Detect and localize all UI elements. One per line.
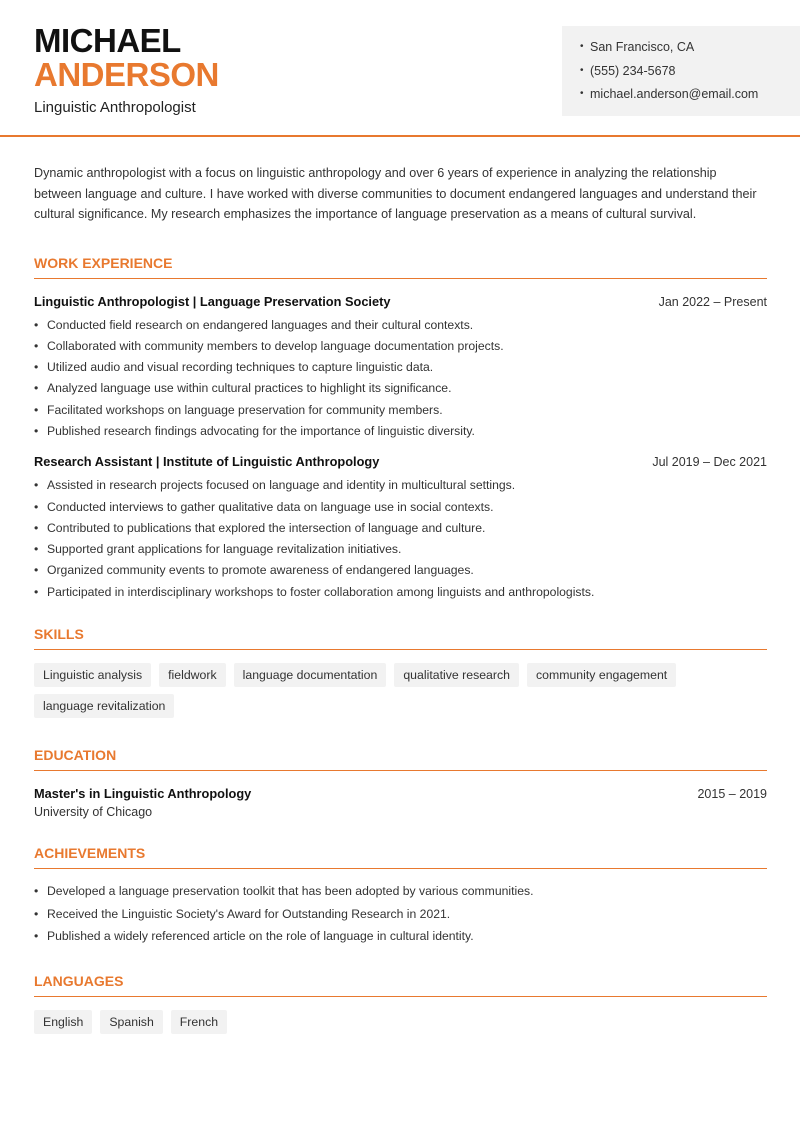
skill-chip: language revitalization xyxy=(34,694,174,718)
job-header xyxy=(34,294,767,309)
achievements-list xyxy=(34,883,767,951)
bullet-text: Supported grant applications for language revitalization initiatives. xyxy=(47,542,402,557)
bullet-icon: • xyxy=(34,338,39,353)
skill-chip: fieldwork xyxy=(159,663,226,687)
job-entry xyxy=(34,294,767,445)
list-item xyxy=(34,359,767,380)
language-chip: Spanish xyxy=(100,1010,162,1034)
section-title-achievements: ACHIEVEMENTS xyxy=(34,839,767,869)
bullet-icon: • xyxy=(34,929,39,944)
skills-list xyxy=(34,663,754,718)
bullet-text: Contributed to publications that explored the intersection of language and culture. xyxy=(47,520,486,535)
list-item xyxy=(34,317,767,338)
education-entry xyxy=(34,786,767,819)
bullet-text: Published research findings advocating for the importance of linguistic diversity. xyxy=(47,423,475,438)
education-date: 2015 – 2019 xyxy=(697,787,767,802)
job-entry xyxy=(34,454,767,605)
bullet-icon: • xyxy=(34,563,39,578)
job-heading: Research Assistant | Institute of Linguistic Anthropology xyxy=(34,454,380,470)
bullet-icon: • xyxy=(580,41,584,52)
job-date: Jan 2022 – Present xyxy=(658,294,767,309)
language-chip: English xyxy=(34,1010,92,1034)
summary-paragraph: Dynamic anthropologist with a focus on linguistic anthropology and over 6 years of experience in analyzing the relationship between language and culture. I have worked with diverse communities to document endangered languages and understand their cultural significance. My research emphasizes the importance of language preservation as a means of cultural survival. xyxy=(34,166,757,221)
bullet-text: Facilitated workshops on language preservation for community members. xyxy=(47,402,443,417)
skill-chip: language documentation xyxy=(234,663,387,687)
list-item xyxy=(34,338,767,359)
location-text: San Francisco, CA xyxy=(590,40,695,54)
section-title-education: EDUCATION xyxy=(34,741,767,771)
skill-chip: qualitative research xyxy=(394,663,519,687)
contact-email xyxy=(580,86,800,110)
job-bullets xyxy=(34,317,767,445)
bullet-text: Utilized audio and visual recording techniques to capture linguistic data. xyxy=(47,360,434,375)
list-item xyxy=(34,477,767,498)
list-item xyxy=(34,883,767,906)
bullet-icon: • xyxy=(580,88,584,99)
bullet-icon: • xyxy=(34,520,39,535)
job-date: Jul 2019 – Dec 2021 xyxy=(652,455,767,470)
skill-chip: community engagement xyxy=(527,663,676,687)
bullet-text: Received the Linguistic Society's Award for Outstanding Research in 2021. xyxy=(47,906,451,921)
job-title: Linguistic Anthropologist xyxy=(34,99,196,116)
bullet-icon: • xyxy=(34,402,39,417)
last-name: ANDERSON xyxy=(34,56,219,93)
list-item xyxy=(34,520,767,541)
email-text: michael.anderson@email.com xyxy=(590,87,759,101)
resume-header xyxy=(0,0,800,137)
bullet-text: Conducted interviews to gather qualitative data on language use in social contexts. xyxy=(47,499,494,514)
list-item xyxy=(34,499,767,520)
degree: Master's in Linguistic Anthropology xyxy=(34,786,252,802)
resume-content xyxy=(34,137,767,1034)
bullet-icon: • xyxy=(34,317,39,332)
list-item xyxy=(34,402,767,423)
skill-chip: Linguistic analysis xyxy=(34,663,151,687)
list-item xyxy=(34,423,767,444)
bullet-icon: • xyxy=(34,381,39,396)
bullet-icon: • xyxy=(580,64,584,76)
bullet-icon: • xyxy=(34,542,39,557)
list-item xyxy=(34,562,767,583)
job-bullets xyxy=(34,477,767,605)
section-title-work: WORK EXPERIENCE xyxy=(34,249,767,279)
bullet-icon: • xyxy=(34,478,39,493)
contact-box xyxy=(562,26,800,116)
contact-phone xyxy=(580,63,800,87)
bullet-icon: • xyxy=(34,584,39,599)
list-item xyxy=(34,584,767,605)
languages-list xyxy=(34,1010,754,1034)
contact-location xyxy=(580,39,800,63)
bullet-icon: • xyxy=(34,906,39,921)
section-title-skills: SKILLS xyxy=(34,620,767,650)
job-header xyxy=(34,454,767,469)
list-item xyxy=(34,541,767,562)
bullet-icon: • xyxy=(34,360,39,375)
bullet-text: Assisted in research projects focused on language and identity in multicultural settings. xyxy=(47,478,516,493)
job-heading: Linguistic Anthropologist | Language Preservation Society xyxy=(34,293,391,309)
list-item xyxy=(34,906,767,929)
school: University of Chicago xyxy=(34,805,153,820)
bullet-text: Collaborated with community members to develop language documentation projects. xyxy=(47,338,504,353)
language-chip: French xyxy=(171,1010,227,1034)
bullet-icon: • xyxy=(34,884,39,899)
list-item xyxy=(34,380,767,401)
bullet-text: Conducted field research on endangered languages and their cultural contexts. xyxy=(47,317,474,332)
bullet-text: Developed a language preservation toolkit that has been adopted by various communities. xyxy=(47,884,534,899)
bullet-text: Participated in interdisciplinary workshops to foster collaboration among linguists and anthropologists. xyxy=(47,584,595,599)
bullet-text: Published a widely referenced article on the role of language in cultural identity. xyxy=(47,929,474,944)
bullet-icon: • xyxy=(34,499,39,514)
section-title-languages: LANGUAGES xyxy=(34,967,767,997)
bullet-text: Organized community events to promote awareness of endangered languages. xyxy=(47,563,474,578)
phone-text: (555) 234-5678 xyxy=(590,63,676,78)
list-item xyxy=(34,928,767,951)
first-name: MICHAEL xyxy=(34,22,181,59)
bullet-text: Analyzed language use within cultural practices to highlight its significance. xyxy=(47,381,452,396)
bullet-icon: • xyxy=(34,423,39,438)
education-header xyxy=(34,786,767,801)
